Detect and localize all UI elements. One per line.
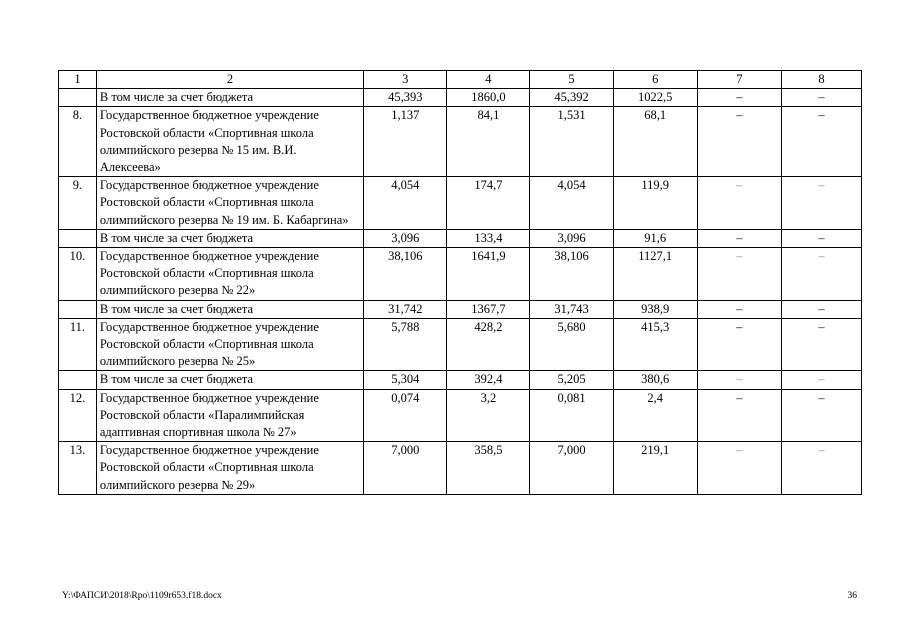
row-index: 12. — [59, 389, 97, 442]
column-number-4: 4 — [447, 71, 530, 89]
cell-col-5: 38,106 — [530, 248, 613, 301]
cell-col-6: 1127,1 — [613, 248, 697, 301]
row-index — [59, 229, 97, 247]
row-index — [59, 371, 97, 389]
cell-col-4: 428,2 — [447, 318, 530, 371]
row-index: 9. — [59, 177, 97, 230]
institution-name: В том числе за счет бюджета — [96, 89, 363, 107]
cell-col-6: 938,9 — [613, 300, 697, 318]
institution-name: Государственное бюджетное учреждение Ростовской области «Спортивная школа олимпийского резерва № 19 им. Б. Кабаргина» — [96, 177, 363, 230]
cell-col-7: – — [697, 177, 781, 230]
institution-name: В том числе за счет бюджета — [96, 300, 363, 318]
cell-col-3: 5,788 — [364, 318, 447, 371]
column-number-2: 2 — [96, 71, 363, 89]
cell-col-4: 174,7 — [447, 177, 530, 230]
cell-col-5: 7,000 — [530, 442, 613, 495]
institution-name: Государственное бюджетное учреждение Ростовской области «Спортивная школа олимпийского резерва № 15 им. В.И. Алексеева» — [96, 107, 363, 177]
cell-col-5: 0,081 — [530, 389, 613, 442]
cell-col-7: – — [697, 300, 781, 318]
row-index: 11. — [59, 318, 97, 371]
column-number-5: 5 — [530, 71, 613, 89]
cell-col-6: 2,4 — [613, 389, 697, 442]
cell-col-4: 1860,0 — [447, 89, 530, 107]
cell-col-3: 1,137 — [364, 107, 447, 177]
row-index: 13. — [59, 442, 97, 495]
table-row — [59, 89, 862, 107]
institution-name: Государственное бюджетное учреждение Ростовской области «Спортивная школа олимпийского резерва № 29» — [96, 442, 363, 495]
column-number-3: 3 — [364, 71, 447, 89]
institution-name: В том числе за счет бюджета — [96, 229, 363, 247]
cell-col-5: 4,054 — [530, 177, 613, 230]
cell-col-5: 31,743 — [530, 300, 613, 318]
cell-col-5: 5,680 — [530, 318, 613, 371]
page-number: 36 — [847, 591, 857, 601]
cell-col-3: 0,074 — [364, 389, 447, 442]
budget-table — [58, 70, 862, 495]
row-index — [59, 89, 97, 107]
footer-file-path: Y:\ФАПСИ\2018\Rpo\1109r653.f18.docx — [62, 591, 222, 601]
cell-col-5: 45,392 — [530, 89, 613, 107]
cell-col-7: – — [697, 389, 781, 442]
cell-col-6: 119,9 — [613, 177, 697, 230]
cell-col-8: – — [781, 371, 861, 389]
table-row — [59, 248, 862, 301]
cell-col-3: 5,304 — [364, 371, 447, 389]
table-header-row — [59, 71, 862, 89]
table-row — [59, 442, 862, 495]
institution-name: Государственное бюджетное учреждение Ростовской области «Спортивная школа олимпийского резерва № 25» — [96, 318, 363, 371]
cell-col-4: 84,1 — [447, 107, 530, 177]
cell-col-7: – — [697, 107, 781, 177]
cell-col-4: 358,5 — [447, 442, 530, 495]
table-row — [59, 177, 862, 230]
column-number-7: 7 — [697, 71, 781, 89]
table-row — [59, 300, 862, 318]
cell-col-3: 3,096 — [364, 229, 447, 247]
table-row — [59, 371, 862, 389]
cell-col-8: – — [781, 89, 861, 107]
cell-col-3: 45,393 — [364, 89, 447, 107]
cell-col-5: 5,205 — [530, 371, 613, 389]
table-row — [59, 229, 862, 247]
row-index: 8. — [59, 107, 97, 177]
row-index: 10. — [59, 248, 97, 301]
cell-col-6: 219,1 — [613, 442, 697, 495]
cell-col-4: 392,4 — [447, 371, 530, 389]
cell-col-4: 1367,7 — [447, 300, 530, 318]
cell-col-8: – — [781, 107, 861, 177]
institution-name: В том числе за счет бюджета — [96, 371, 363, 389]
cell-col-3: 7,000 — [364, 442, 447, 495]
cell-col-6: 380,6 — [613, 371, 697, 389]
cell-col-8: – — [781, 442, 861, 495]
institution-name: Государственное бюджетное учреждение Ростовской области «Паралимпийская адаптивная спортивная школа № 27» — [96, 389, 363, 442]
cell-col-3: 38,106 — [364, 248, 447, 301]
column-number-6: 6 — [613, 71, 697, 89]
cell-col-3: 4,054 — [364, 177, 447, 230]
table-row — [59, 389, 862, 442]
cell-col-7: – — [697, 442, 781, 495]
table-row — [59, 107, 862, 177]
row-index — [59, 300, 97, 318]
cell-col-8: – — [781, 229, 861, 247]
cell-col-7: – — [697, 248, 781, 301]
cell-col-5: 1,531 — [530, 107, 613, 177]
cell-col-6: 68,1 — [613, 107, 697, 177]
table-row — [59, 318, 862, 371]
cell-col-4: 3,2 — [447, 389, 530, 442]
cell-col-8: – — [781, 177, 861, 230]
column-number-8: 8 — [781, 71, 861, 89]
cell-col-6: 1022,5 — [613, 89, 697, 107]
cell-col-6: 415,3 — [613, 318, 697, 371]
cell-col-4: 1641,9 — [447, 248, 530, 301]
cell-col-7: – — [697, 371, 781, 389]
cell-col-4: 133,4 — [447, 229, 530, 247]
cell-col-8: – — [781, 318, 861, 371]
cell-col-6: 91,6 — [613, 229, 697, 247]
column-number-1: 1 — [59, 71, 97, 89]
cell-col-7: – — [697, 318, 781, 371]
cell-col-8: – — [781, 300, 861, 318]
institution-name: Государственное бюджетное учреждение Ростовской области «Спортивная школа олимпийского резерва № 22» — [96, 248, 363, 301]
cell-col-7: – — [697, 89, 781, 107]
cell-col-8: – — [781, 248, 861, 301]
cell-col-8: – — [781, 389, 861, 442]
cell-col-3: 31,742 — [364, 300, 447, 318]
cell-col-5: 3,096 — [530, 229, 613, 247]
cell-col-7: – — [697, 229, 781, 247]
